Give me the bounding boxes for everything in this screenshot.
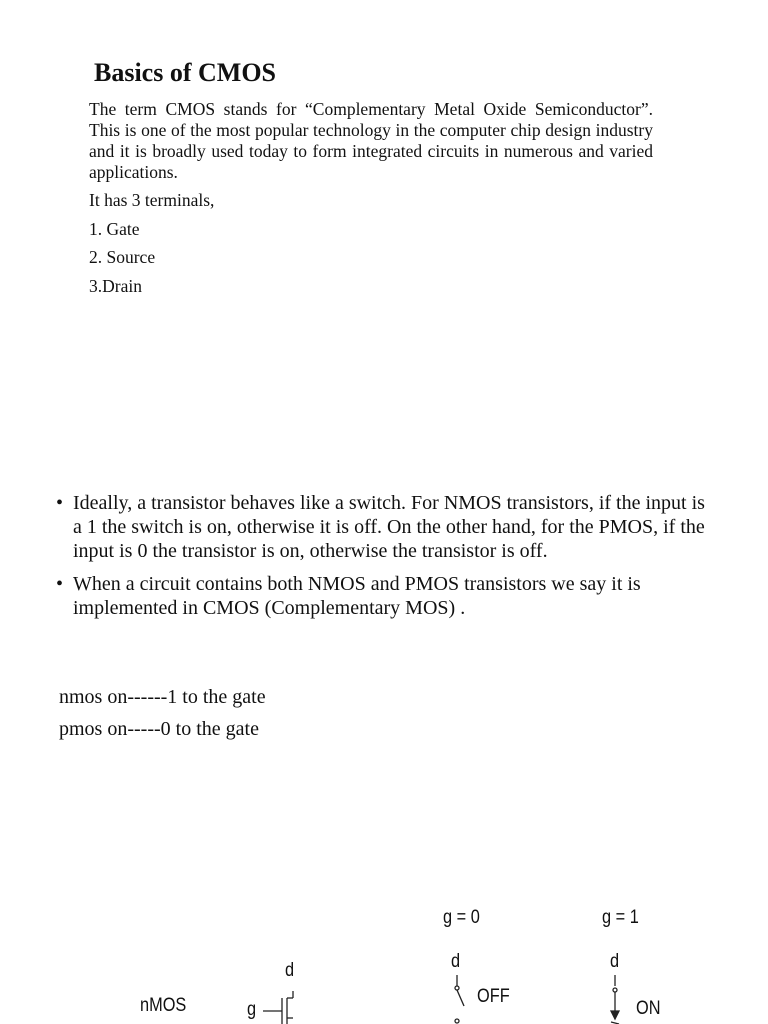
gate-label: g: [247, 999, 257, 1020]
page-title: Basics of CMOS: [94, 58, 276, 87]
bullet-text: When a circuit contains both NMOS and PMOS transistors we say it is implemented in CMOS (Complementary MOS) .: [73, 573, 641, 619]
bullet-dot-icon: •: [56, 573, 64, 595]
state-off-status: OFF: [477, 986, 510, 1007]
open-switch-icon: [455, 975, 464, 1023]
drain-label: d: [285, 960, 295, 981]
rule-pmos: pmos on-----0 to the gate: [59, 718, 259, 740]
state-on-condition: g = 1: [602, 907, 639, 928]
terminal-drain: 3.Drain: [89, 276, 142, 296]
state-on-status: ON: [636, 998, 661, 1019]
transistor-symbol-icon: [263, 991, 293, 1024]
state-on-drain-label: d: [610, 951, 620, 972]
rule-nmos: nmos on------1 to the gate: [59, 686, 266, 708]
bullet-text: Ideally, a transistor behaves like a switch. For NMOS transistors, if the input is a 1 the switch is on, otherwise it is off. On the other hand, for the PMOS, if the input is 0 the transistor is on, otherwise the transistor is off.: [73, 492, 705, 562]
state-off-condition: g = 0: [443, 907, 480, 928]
nmos-label: nMOS: [140, 995, 187, 1016]
state-off-drain-label: d: [451, 951, 461, 972]
intro-paragraph: The term CMOS stands for “Complementary Metal Oxide Semiconductor”. This is one of the most popular technology in the computer chip design industry and it is broadly used today to form integrated circuits in numerous and varied applications.: [89, 99, 653, 182]
terminals-intro: It has 3 terminals,: [89, 190, 215, 210]
closed-switch-icon: [611, 975, 619, 1024]
terminal-source: 2. Source: [89, 247, 156, 267]
bullet-dot-icon: •: [56, 492, 64, 514]
terminal-gate: 1. Gate: [89, 219, 140, 239]
